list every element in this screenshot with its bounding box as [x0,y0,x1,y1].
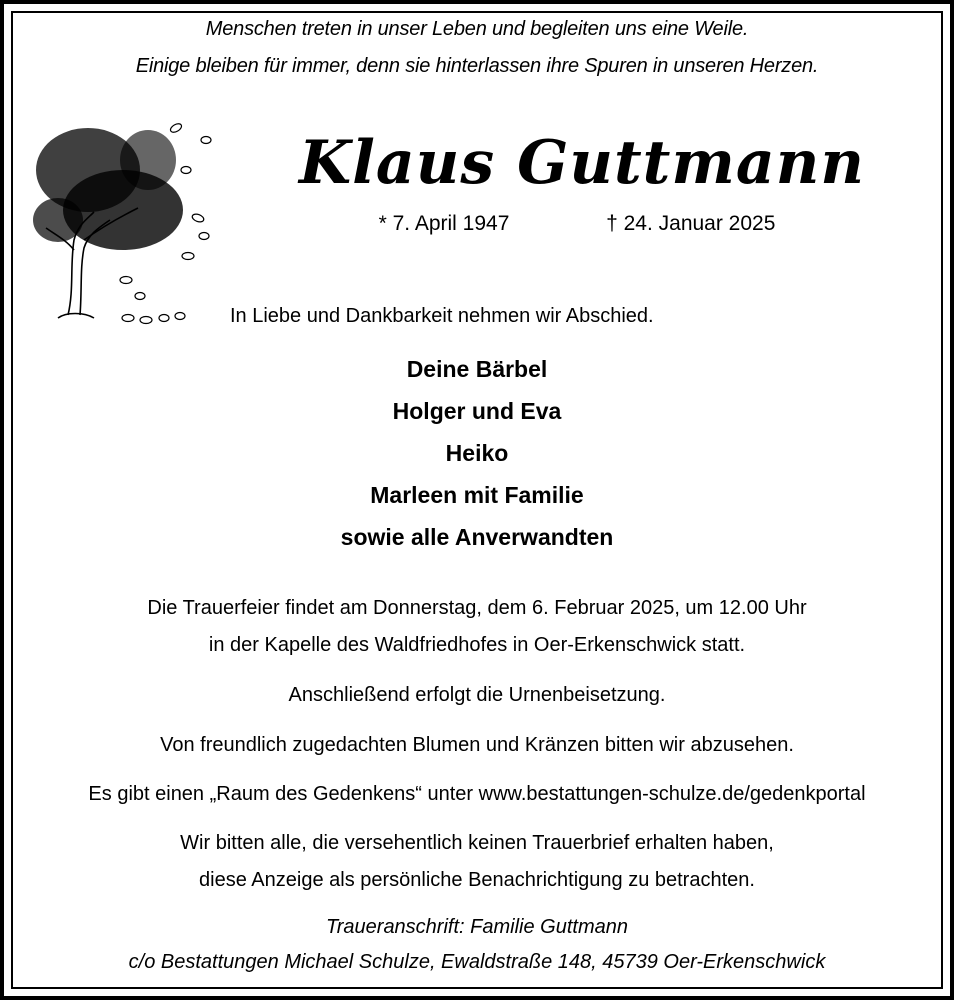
birth-date: 7. April 1947 [392,212,510,235]
ceremony-line-2: in der Kapelle des Waldfriedhofes in Oer-Erkenschwick statt. [208,634,746,656]
notice-line-2: diese Anzeige als persönliche Benachrichtigung zu betrachten. [199,869,755,891]
death-cross-icon: † [606,212,618,235]
mourner-0: Deine Bärbel [406,356,548,382]
address-line-1: Traueranschrift: Familie Guttmann [326,916,628,938]
death-date: 24. Januar 2025 [623,212,776,235]
motto-line-1: Menschen treten in unser Leben und begleiten uns eine Weile. [205,18,749,40]
address-line-2: c/o Bestattungen Michael Schulze, Ewaldstraße 148, 45739 Oer-Erkenschwick [128,951,826,973]
mourner-1: Holger und Eva [392,398,562,424]
birth-symbol: * [378,212,387,235]
mourner-3: Marleen mit Familie [370,482,584,508]
urn-burial: Anschließend erfolgt die Urnenbeisetzung. [288,684,666,706]
farewell-intro: In Liebe und Dankbarkeit nehmen wir Abschied. [230,305,654,327]
flowers-notice: Von freundlich zugedachten Blumen und Kränzen bitten wir abzusehen. [160,734,794,756]
notice-line-1: Wir bitten alle, die versehentlich keinen Trauerbrief erhalten haben, [180,832,774,854]
life-dates [260,212,894,236]
ceremony-line-1: Die Trauerfeier findet am Donnerstag, dem 6. Februar 2025, um 12.00 Uhr [147,597,807,619]
memorial-notice: Es gibt einen „Raum des Gedenkens“ unter www.bestattungen-schulze.de/gedenkportal [88,783,866,805]
motto-line-2: Einige bleiben für immer, denn sie hinterlassen ihre Spuren in unseren Herzen. [135,55,819,77]
mourner-4: sowie alle Anverwandten [340,524,614,550]
windblown-tree-icon [28,100,218,330]
deceased-name: Klaus Guttmann [298,128,865,198]
mourner-2: Heiko [445,440,509,466]
